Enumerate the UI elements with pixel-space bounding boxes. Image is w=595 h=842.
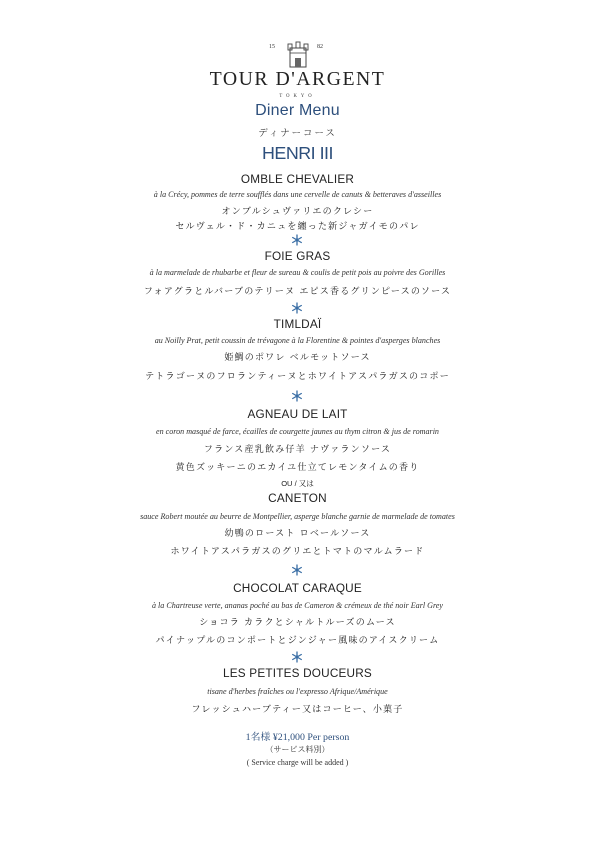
dish-description-jp: 黄色ズッキーニのエカイユ仕立てレモンタイムの香り — [175, 463, 420, 473]
dish-name: CHOCOLAT CARAQUE — [233, 582, 362, 595]
dish-description-fr: tisane d'herbes fraîches ou l'expresso Afrique/Amérique — [207, 687, 388, 696]
dish-description-fr: au Noilly Prat, petit coussin de trévagone à la Florentine & pointes d'asperges blanches — [154, 336, 441, 345]
dish-name: LES PETITES DOUCEURS — [223, 667, 372, 680]
or-label: OU / 又は — [281, 479, 314, 488]
dish-description-jp: 姫鯛のポワレ ベルモットソース — [224, 353, 371, 363]
snowflake-icon — [291, 302, 303, 314]
dish-description-jp: 幼鴨のロースト ロベールソース — [224, 529, 371, 539]
dish-name: AGNEAU DE LAIT — [247, 408, 348, 421]
snowflake-icon — [291, 651, 303, 663]
brand-name: TOUR D'ARGENT — [209, 68, 386, 90]
dish-description-jp: オンブルシュヴァリエのクレシー — [221, 207, 374, 217]
dish-name: OMBLE CHEVALIER — [240, 173, 355, 186]
dish-description-jp: セルヴェル・ド・カニュを纏った新ジャガイモのパレ — [175, 222, 420, 232]
dish-description-fr: à la Chartreuse verte, ananas poché au bas de Cameron & crémeux de thé noir Earl Grey — [152, 601, 443, 610]
logo-year-right: 82 — [317, 44, 323, 50]
dish-description-jp: フレッシュハーブティー又はコーヒー、小菓子 — [191, 705, 404, 715]
dish-description-jp: ショコラ カラクとシャルトルーズのムース — [199, 618, 396, 628]
tower-crest-icon — [282, 40, 314, 70]
logo-year-left: 15 — [269, 44, 275, 50]
dish-description-jp: テトラゴーヌのフロランティーヌとホワイトアスパラガスのコポー — [145, 372, 450, 382]
service-charge-en: ( Service charge will be added ) — [246, 758, 349, 767]
menu-title: Diner Menu — [255, 102, 340, 119]
price: 1名様 ¥21,000 Per person — [245, 732, 350, 743]
snowflake-icon — [291, 564, 303, 576]
dish-description-fr: sauce Robert moutée au beurre de Montpellier, asperge blanche garnie de marmelade de tomates — [140, 512, 455, 521]
dish-description-jp: パイナップルのコンポートとジンジャー風味のアイスクリーム — [155, 636, 440, 646]
dish-description-jp: フォアグラとルバーブのテリーヌ エピス香るグリンピースのソース — [143, 287, 452, 297]
service-charge-jp: （サービス料別） — [265, 745, 330, 754]
dish-name: CANETON — [268, 492, 327, 505]
dish-name: FOIE GRAS — [264, 250, 331, 263]
dish-description-fr: à la marmelade de rhubarbe et fleur de sureau & coulis de petit pois au poivre des Gorilles — [149, 268, 446, 277]
dish-description-jp: ホワイトアスパラガスのグリエとトマトのマルムラード — [170, 547, 425, 557]
dish-description-jp: フランス産乳飲み仔羊 ナヴァランソース — [203, 445, 392, 455]
brand-city: TOKYO — [279, 94, 316, 99]
dish-description-fr: à la Crécy, pommes de terre soufflés dans une cervelle de canuts & betteraves d'asseilles — [153, 190, 442, 199]
dish-description-fr: en coron masqué de farce, écailles de courgette jaunes au thym citron & jus de romarin — [156, 427, 439, 436]
snowflake-icon — [291, 390, 303, 402]
course-name: HENRI III — [262, 143, 333, 163]
dish-name: TIMLDAÏ — [273, 318, 322, 331]
menu-title-jp: ディナーコース — [258, 128, 337, 139]
snowflake-icon — [291, 234, 303, 246]
